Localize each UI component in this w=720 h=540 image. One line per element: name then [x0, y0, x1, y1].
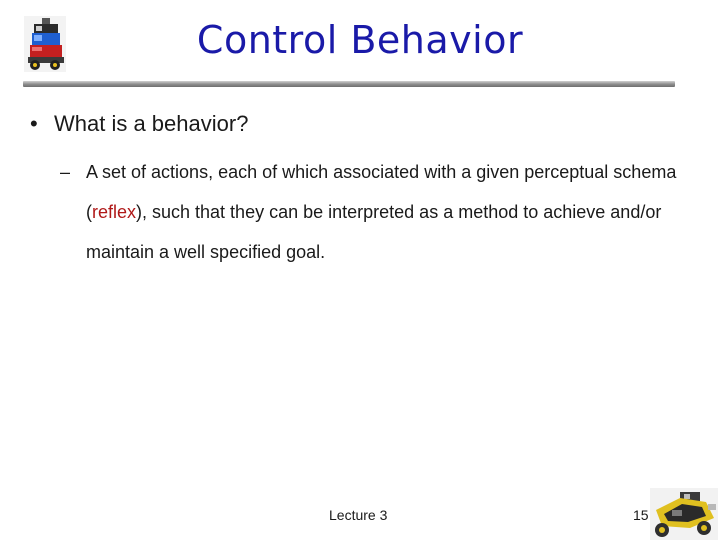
- sub-bullet-item: [60, 152, 680, 272]
- title-divider: [23, 81, 675, 87]
- sub-text-after: ), such that they can be interpreted as a method to achieve and/or maintain a well specified goal.: [86, 202, 662, 262]
- sub-bullet-text: [60, 152, 680, 272]
- sub-text-before: A set of actions, each of which associated with a given perceptual schema (: [86, 162, 677, 222]
- highlight-term: reflex: [92, 202, 137, 222]
- page-number: 15: [633, 507, 649, 523]
- sub-bullet-marker: –: [60, 162, 71, 182]
- bullet-marker: •: [30, 111, 38, 136]
- bullet-text: What is a behavior?: [54, 111, 249, 136]
- robot-icon: [650, 488, 718, 540]
- slide-title: Control Behavior: [196, 18, 524, 62]
- bullet-item: [30, 110, 690, 138]
- footer-lecture: Lecture 3: [329, 507, 388, 523]
